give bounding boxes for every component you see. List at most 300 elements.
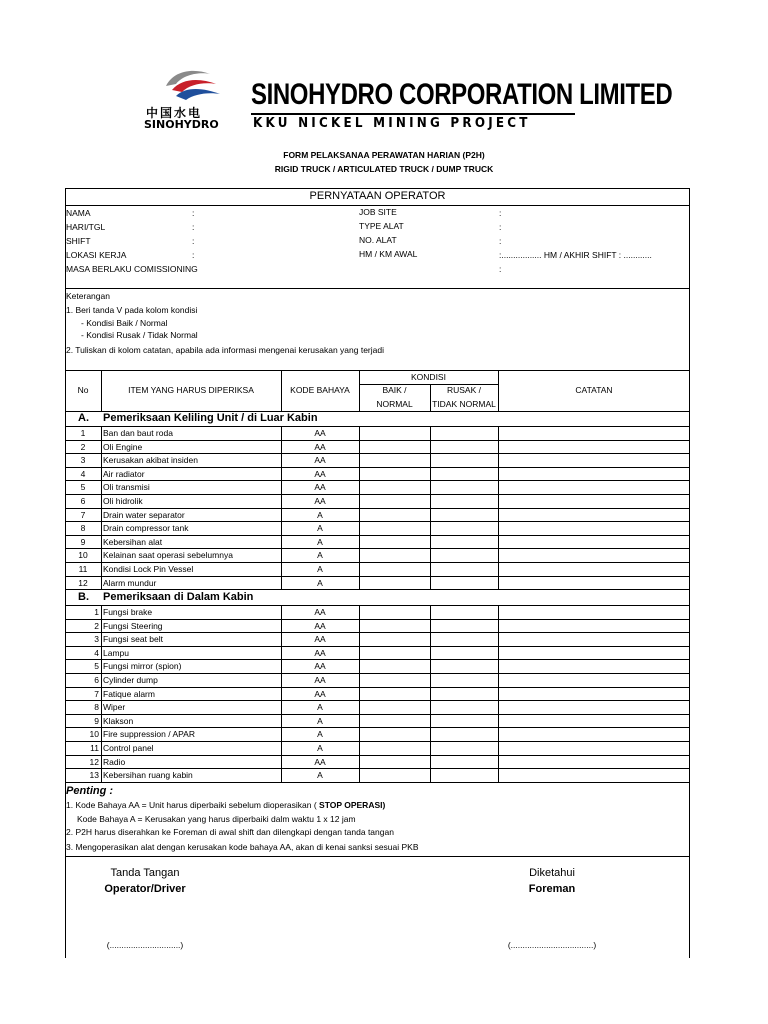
col-divider [281,714,282,728]
row-catatan-cell[interactable] [498,632,690,646]
col-divider [101,755,102,769]
row-item: Fungsi brake [103,607,153,617]
col-divider [281,768,282,782]
keterangan-line-3: - Kondisi Rusak / Tidak Normal [81,330,198,340]
col-divider [359,605,360,619]
row-item: Drain water separator [103,509,185,520]
col-divider [359,426,360,440]
row-number: 9 [94,715,99,726]
row-kode-bahaya: A [317,715,323,726]
colon: : [192,208,195,218]
row-kode-bahaya: A [317,577,323,588]
row-kode-bahaya: AA [314,634,326,645]
row-kode-bahaya: A [317,536,323,547]
row-item: Oli hidrolik [103,496,143,506]
col-divider [498,440,499,454]
row-kode-bahaya: A [317,564,323,574]
row-number: 3 [94,634,99,645]
row-catatan-cell[interactable] [498,605,690,619]
row-number: 6 [94,675,99,685]
header-item: ITEM YANG HARUS DIPERIKSA [128,385,254,395]
row-catatan-cell[interactable] [498,508,690,522]
row-baik-cell[interactable] [359,700,430,714]
row-rusak-cell[interactable] [430,453,498,467]
header-no: No [77,385,89,395]
col-divider [430,467,431,481]
col-divider [430,576,431,590]
col-divider [101,467,102,481]
col-divider [359,619,360,633]
row-kode-bahaya: A [317,523,323,534]
col-divider [359,535,360,549]
divider [65,205,690,206]
col-divider [430,646,431,660]
col-divider [281,453,282,467]
col-divider [359,494,360,508]
row-rusak-cell[interactable] [430,646,498,660]
header-baik-1: BAIK / [382,385,407,395]
col-divider [359,508,360,522]
logo-english-text: SINOHYDRO [144,118,219,131]
col-divider [359,440,360,454]
col-divider [498,619,499,633]
row-rusak-cell[interactable] [430,605,498,619]
row-baik-cell[interactable] [359,521,430,535]
row-kode-bahaya: AA [314,675,326,685]
divider [65,288,690,289]
col-divider [281,632,282,646]
col-divider [101,673,102,687]
row-item: Klakson [103,715,134,726]
col-divider [281,741,282,755]
row-catatan-cell[interactable] [498,768,690,782]
row-kode-bahaya: AA [314,496,326,506]
col-divider [281,521,282,535]
col-divider [101,453,102,467]
col-divider [430,755,431,769]
divider [65,370,690,371]
company-underline [251,113,575,115]
col-divider [430,535,431,549]
row-rusak-cell[interactable] [430,508,498,522]
row-catatan-cell[interactable] [498,659,690,673]
col-divider [430,440,431,454]
col-divider [359,521,360,535]
row-number: 5 [80,482,86,493]
row-catatan-cell[interactable] [498,687,690,701]
col-divider [430,727,431,741]
operator-heading: PERNYATAAN OPERATOR [309,190,446,202]
col-divider [498,548,499,562]
row-baik-cell[interactable] [359,467,430,481]
row-kode-bahaya: AA [314,756,326,767]
col-divider [359,646,360,660]
row-item: Air radiator [103,468,145,479]
project-name: KKU NICKEL MINING PROJECT [253,116,531,131]
col-divider [101,440,102,454]
row-number: 12 [89,756,99,767]
header-kondisi: KONDISI [411,372,446,382]
section-a-title: Pemeriksaan Keliling Unit / di Luar Kabin [103,412,318,424]
row-item: Ban dan baut roda [103,428,173,438]
form-title-line-1: FORM PELAKSANAA PERAWATAN HARIAN (P2H) [283,150,485,160]
col-divider [430,687,431,701]
row-number: 11 [78,564,88,574]
col-divider [101,727,102,741]
col-divider [359,700,360,714]
header-kode-bahaya: KODE BAHAYA [290,385,350,395]
col-divider [101,646,102,660]
field-label-hari-tgl: HARI/TGL [66,222,106,232]
col-divider [430,659,431,673]
col-divider [498,494,499,508]
section-b-letter: B. [78,591,89,603]
row-item: Lampu [103,647,129,658]
row-kode-bahaya: AA [314,607,326,617]
colon: : [192,250,195,260]
row-rusak-cell[interactable] [430,632,498,646]
col-divider [281,619,282,633]
col-divider [359,453,360,467]
col-divider [498,480,499,494]
penting-line-2: Kode Bahaya A = Kerusakan yang harus diperbaiki dalm waktu 1 x 12 jam [77,814,356,824]
row-baik-cell[interactable] [359,741,430,755]
row-item: Fatique alarm [103,688,155,699]
row-catatan-cell[interactable] [498,576,690,590]
col-divider [498,659,499,673]
col-divider [101,521,102,535]
colon: : [499,264,502,274]
col-divider [281,548,282,562]
col-divider [359,480,360,494]
row-item: Fungsi seat belt [103,634,164,645]
row-catatan-cell[interactable] [498,494,690,508]
row-number: 7 [94,688,99,699]
col-divider [281,673,282,687]
row-baik-cell[interactable] [359,619,430,633]
row-rusak-cell[interactable] [430,619,498,633]
penting-line-3: 2. P2H harus diserahkan ke Foreman di awal shift dan dilengkapi dengan tanda tangan [66,827,394,837]
row-catatan-cell[interactable] [498,727,690,741]
row-item: Radio [103,756,126,767]
row-kode-bahaya: A [317,743,323,753]
col-divider [359,632,360,646]
row-number: 2 [94,620,99,631]
row-catatan-cell[interactable] [498,700,690,714]
row-rusak-cell[interactable] [430,768,498,782]
row-baik-cell[interactable] [359,687,430,701]
row-baik-cell[interactable] [359,714,430,728]
row-number: 1 [94,607,99,617]
col-divider [281,605,282,619]
row-baik-cell[interactable] [359,548,430,562]
field-label-job-site: JOB SITE [359,207,397,217]
row-kode-bahaya: AA [314,441,326,452]
row-rusak-cell[interactable] [430,659,498,673]
col-divider [359,727,360,741]
row-number: 8 [80,523,86,534]
col-divider [498,673,499,687]
field-label-lokasi-kerja: LOKASI KERJA [66,250,127,260]
col-divider [359,714,360,728]
col-divider [430,619,431,633]
header-baik-2: NORMAL [376,399,413,409]
row-baik-cell[interactable] [359,768,430,782]
row-kode-bahaya: A [317,770,323,781]
colon: : [192,236,195,246]
colon: : [499,236,502,246]
field-label-type-alat: TYPE ALAT [359,221,404,231]
row-item: Fungsi Steering [103,620,163,631]
col-divider [498,453,499,467]
field-label-hm-km-awal: HM / KM AWAL [359,249,418,259]
col-divider [101,700,102,714]
col-divider [359,467,360,481]
col-divider [281,576,282,590]
form-title-line-2: RIGID TRUCK / ARTICULATED TRUCK / DUMP TRUCK [274,164,494,174]
row-rusak-cell[interactable] [430,467,498,481]
col-divider [101,768,102,782]
col-divider [430,494,431,508]
row-rusak-cell[interactable] [430,440,498,454]
row-rusak-cell[interactable] [430,741,498,755]
row-kode-bahaya: A [317,729,323,740]
row-number: 7 [80,509,86,520]
row-number: 4 [94,647,99,658]
row-kode-bahaya: AA [314,688,326,699]
row-item: Kebersihan ruang kabin [103,770,193,781]
col-divider [281,494,282,508]
col-divider [498,687,499,701]
row-divider [65,782,690,783]
col-divider [430,714,431,728]
col-divider [359,562,360,576]
row-number: 2 [80,441,86,452]
row-kode-bahaya: A [317,509,323,520]
col-divider [101,576,102,590]
row-rusak-cell[interactable] [430,535,498,549]
row-kode-bahaya: AA [314,468,326,479]
col-divider [498,714,499,728]
signature-right-blank[interactable]: (...................................) [507,940,597,950]
row-kode-bahaya: AA [314,661,326,672]
row-baik-cell[interactable] [359,480,430,494]
col-divider [281,508,282,522]
row-rusak-cell[interactable] [430,426,498,440]
row-catatan-cell[interactable] [498,453,690,467]
row-rusak-cell[interactable] [430,494,498,508]
row-item: Cylinder dump [103,675,158,685]
col-divider [359,687,360,701]
col-divider [281,440,282,454]
col-divider [430,768,431,782]
company-name: SINOHYDRO CORPORATION LIMITED [251,78,673,111]
row-catatan-cell[interactable] [498,440,690,454]
row-kode-bahaya: AA [314,455,326,466]
col-divider [498,741,499,755]
col-divider [430,453,431,467]
keterangan-line-2: - Kondisi Baik / Normal [81,318,168,328]
col-divider [101,562,102,576]
col-divider [359,673,360,687]
keterangan-title: Keterangan [66,291,110,301]
col-divider [430,480,431,494]
row-rusak-cell[interactable] [430,714,498,728]
signature-left-blank[interactable]: (..............................) [106,940,184,950]
section-b-title: Pemeriksaan di Dalam Kabin [103,591,254,603]
row-baik-cell[interactable] [359,632,430,646]
row-number: 4 [80,468,86,479]
row-rusak-cell[interactable] [430,562,498,576]
row-rusak-cell[interactable] [430,673,498,687]
col-divider [281,727,282,741]
col-divider [281,659,282,673]
row-item: Control panel [103,743,154,753]
row-number: 12 [78,577,88,588]
row-baik-cell[interactable] [359,535,430,549]
header-catatan: CATATAN [575,385,613,395]
signature-left-role: Operator/Driver [104,883,186,895]
row-rusak-cell[interactable] [430,700,498,714]
row-catatan-cell[interactable] [498,619,690,633]
row-item: Alarm mundur [103,577,157,588]
col-divider [498,632,499,646]
row-item: Oli transmisi [103,482,150,493]
col-divider [359,659,360,673]
divider [65,856,690,857]
col-divider [101,535,102,549]
row-baik-cell[interactable] [359,440,430,454]
col-divider [359,755,360,769]
keterangan-line-1: 1. Beri tanda V pada kolom kondisi [66,305,198,315]
row-catatan-cell[interactable] [498,535,690,549]
colon: : [499,208,502,218]
row-number: 8 [94,702,99,713]
row-number: 3 [80,455,86,466]
row-catatan-cell[interactable] [498,755,690,769]
row-baik-cell[interactable] [359,508,430,522]
col-divider [281,700,282,714]
row-baik-cell[interactable] [359,426,430,440]
row-item: Wiper [103,702,126,713]
col-divider [498,562,499,576]
row-catatan-cell[interactable] [498,426,690,440]
signature-right-label: Diketahui [529,867,575,879]
row-baik-cell[interactable] [359,562,430,576]
row-rusak-cell[interactable] [430,576,498,590]
row-catatan-cell[interactable] [498,741,690,755]
row-catatan-cell[interactable] [498,562,690,576]
col-divider [101,426,102,440]
col-divider [430,673,431,687]
signature-left-label: Tanda Tangan [110,867,180,879]
col-divider [498,521,499,535]
row-rusak-cell[interactable] [430,687,498,701]
col-divider [281,480,282,494]
row-kode-bahaya: A [317,702,323,713]
row-item: Kebersihan alat [103,536,163,547]
field-label-nama: NAMA [66,208,91,218]
col-divider [101,508,102,522]
row-baik-cell[interactable] [359,755,430,769]
col-divider [430,700,431,714]
col-divider [430,562,431,576]
row-number: 1 [80,428,86,438]
row-baik-cell[interactable] [359,453,430,467]
col-divider [281,426,282,440]
penting-line-4: 3. Mengoperasikan alat dengan kerusakan kode bahaya AA, akan di kenai sanksi sesuai PKB [66,842,419,852]
row-catatan-cell[interactable] [498,480,690,494]
col-divider [359,576,360,590]
row-catatan-cell[interactable] [498,467,690,481]
col-divider [359,741,360,755]
row-kode-bahaya: AA [314,428,326,438]
row-kode-bahaya: AA [314,620,326,631]
row-catatan-cell[interactable] [498,646,690,660]
col-divider [498,755,499,769]
row-kode-bahaya: A [317,550,323,561]
penting-title: Penting : [66,785,114,797]
row-baik-cell[interactable] [359,673,430,687]
row-baik-cell[interactable] [359,576,430,590]
col-divider [281,755,282,769]
col-divider [359,768,360,782]
row-catatan-cell[interactable] [498,548,690,562]
col-divider [101,619,102,633]
hm-akhir-shift-field[interactable]: :................. HM / AKHIR SHIFT : ............ [499,250,652,260]
row-number: 5 [94,661,99,672]
col-divider [498,426,499,440]
col-divider [101,659,102,673]
col-divider [498,605,499,619]
row-item: Drain compressor tank [103,523,189,534]
row-baik-cell[interactable] [359,727,430,741]
col-divider [498,535,499,549]
row-baik-cell[interactable] [359,494,430,508]
col-divider [101,548,102,562]
col-divider [281,535,282,549]
row-catatan-cell[interactable] [498,673,690,687]
row-rusak-cell[interactable] [430,521,498,535]
row-baik-cell[interactable] [359,646,430,660]
row-kode-bahaya: AA [314,647,326,658]
row-item: Kerusakan akibat insiden [103,455,198,466]
row-item: Fungsi mirror (spion) [103,661,182,672]
row-baik-cell[interactable] [359,605,430,619]
col-divider [101,714,102,728]
field-label-shift: SHIFT [66,236,91,246]
row-rusak-cell[interactable] [430,548,498,562]
col-divider [101,494,102,508]
row-number: 10 [89,729,99,740]
field-label-masa-berlaku: MASA BERLAKU COMISSIONING [66,264,198,274]
row-baik-cell[interactable] [359,659,430,673]
row-catatan-cell[interactable] [498,521,690,535]
row-item: Oli Engine [103,441,143,452]
row-rusak-cell[interactable] [430,727,498,741]
row-rusak-cell[interactable] [430,480,498,494]
penting-line-1: 1. Kode Bahaya AA = Unit harus diperbaiki sebelum dioperasikan ( STOP OPERASI) [66,800,386,810]
row-catatan-cell[interactable] [498,714,690,728]
col-divider [498,768,499,782]
row-rusak-cell[interactable] [430,755,498,769]
col-divider [430,508,431,522]
col-divider [430,521,431,535]
row-number: 11 [90,743,99,753]
col-divider [430,632,431,646]
col-divider [101,632,102,646]
row-kode-bahaya: AA [314,482,326,493]
